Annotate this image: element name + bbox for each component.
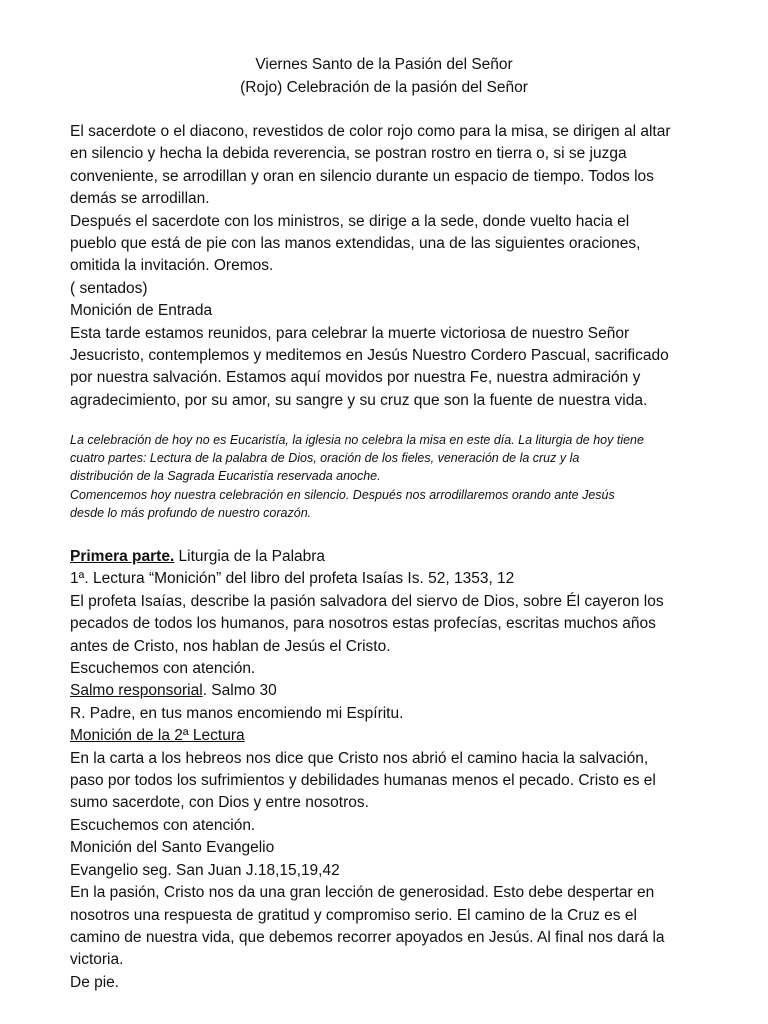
document-title: Viernes Santo de la Pasión del Señor: [255, 56, 513, 73]
lectura1-line: Escuchemos con atención.: [70, 660, 256, 678]
part1-heading: [70, 546, 730, 568]
salmo-heading: [70, 680, 730, 702]
note-line: distribución de la Sagrada Eucaristía reservada anoche.: [70, 469, 381, 484]
liturgy-note: [70, 431, 730, 522]
lectura2-line: Escuchemos con atención.: [70, 816, 256, 834]
note-line: cuatro partes: Lectura de la palabra de Dios, oración de los fieles, veneración de la cruz y la: [70, 451, 580, 466]
part1-section: [70, 546, 730, 994]
part1-heading-rest: Liturgia de la Palabra: [174, 548, 326, 565]
intro-line: Esta tarde estamos reunidos, para celebrar la muerte victoriosa de nuestro Señor: [70, 324, 630, 342]
intro-line: Jesucristo, contemplemos y meditemos en Jesús Nuestro Cordero Pascual, sacrificado: [70, 347, 669, 365]
evangelio-line: nosotros una respuesta de gratitud y compromiso serio. El camino de la Cruz es el: [70, 906, 637, 924]
intro-line: agradecimiento, por su amor, su sangre y su cruz que son la fuente de nuestra vida.: [70, 391, 648, 409]
intro-line: demás se arrodillan.: [70, 190, 210, 208]
intro-line: en silencio y hecha la debida reverencia, se postran rostro en tierra o, si se juzga: [70, 145, 627, 163]
instruction-line: De pie.: [70, 973, 120, 991]
evangelio-heading: Monición del Santo Evangelio: [70, 839, 275, 857]
intro-section: [70, 121, 730, 412]
section-heading: Monición de Entrada: [70, 302, 213, 320]
part1-heading-bold: Primera parte.: [70, 548, 175, 565]
intro-line: El sacerdote o el diacono, revestidos de color rojo como para la misa, se dirigen al altar: [70, 123, 671, 140]
lectura1-title: 1ª. Lectura “Monición” del libro del profeta Isaías Is. 52, 1353, 12: [70, 570, 515, 588]
document-subtitle: (Rojo) Celebración de la pasión del Señor: [240, 79, 528, 96]
note-line: Comencemos hoy nuestra celebración en silencio. Después nos arrodillaremos orando ante Jesús: [70, 487, 615, 502]
monicion2-heading: Monición de la 2ª Lectura: [70, 727, 245, 745]
salmo-response: R. Padre, en tus manos encomiendo mi Espíritu.: [70, 704, 404, 722]
intro-line: conveniente, se arrodillan y oran en silencio durante un espacio de tiempo. Todos los: [70, 167, 654, 185]
evangelio-line: camino de nuestra vida, que debemos recorrer apoyados en Jesús. Al final nos dará la: [70, 928, 665, 946]
lectura2-line: En la carta a los hebreos nos dice que Cristo nos abrió el camino hacia la salvación,: [70, 749, 649, 767]
lectura1-line: pecados de todos los humanos, para nosotros estas profecías, escritas muchos años: [70, 615, 656, 633]
salmo-rest: . Salmo 30: [202, 682, 277, 700]
intro-line: pueblo que está de pie con las manos extendidas, una de las siguientes oraciones,: [70, 235, 641, 253]
intro-line: Después el sacerdote con los ministros, se dirige a la sede, donde vuelto hacia el: [70, 212, 630, 230]
intro-line: por nuestra salvación. Estamos aquí movidos por nuestra Fe, nuestra admiración y: [70, 369, 641, 387]
evangelio-line: victoria.: [70, 951, 124, 969]
intro-line: omitida la invitación. Oremos.: [70, 257, 274, 275]
salmo-label: Salmo responsorial: [70, 682, 203, 700]
lectura1-line: antes de Cristo, nos hablan de Jesús el Cristo.: [70, 637, 391, 655]
lectura2-line: sumo sacerdote, con Dios y entre nosotros.: [70, 794, 369, 812]
lectura1-line: El profeta Isaías, describe la pasión salvadora del siervo de Dios, sobre Él cayeron los: [70, 592, 664, 610]
lectura2-line: paso por todos los sufrimientos y debilidades humanas menos el pecado. Cristo es el: [70, 772, 656, 790]
intro-line: ( sentados): [70, 279, 148, 297]
evangelio-ref: Evangelio seg. San Juan J.18,15,19,42: [70, 861, 340, 879]
note-line: desde lo más profundo de nuestro corazón.: [70, 505, 312, 520]
note-line: La celebración de hoy no es Eucaristía, la iglesia no celebra la misa en este día. La liturgia de hoy tiene: [70, 433, 644, 447]
evangelio-line: En la pasión, Cristo nos da una gran lección de generosidad. Esto debe despertar en: [70, 884, 655, 902]
